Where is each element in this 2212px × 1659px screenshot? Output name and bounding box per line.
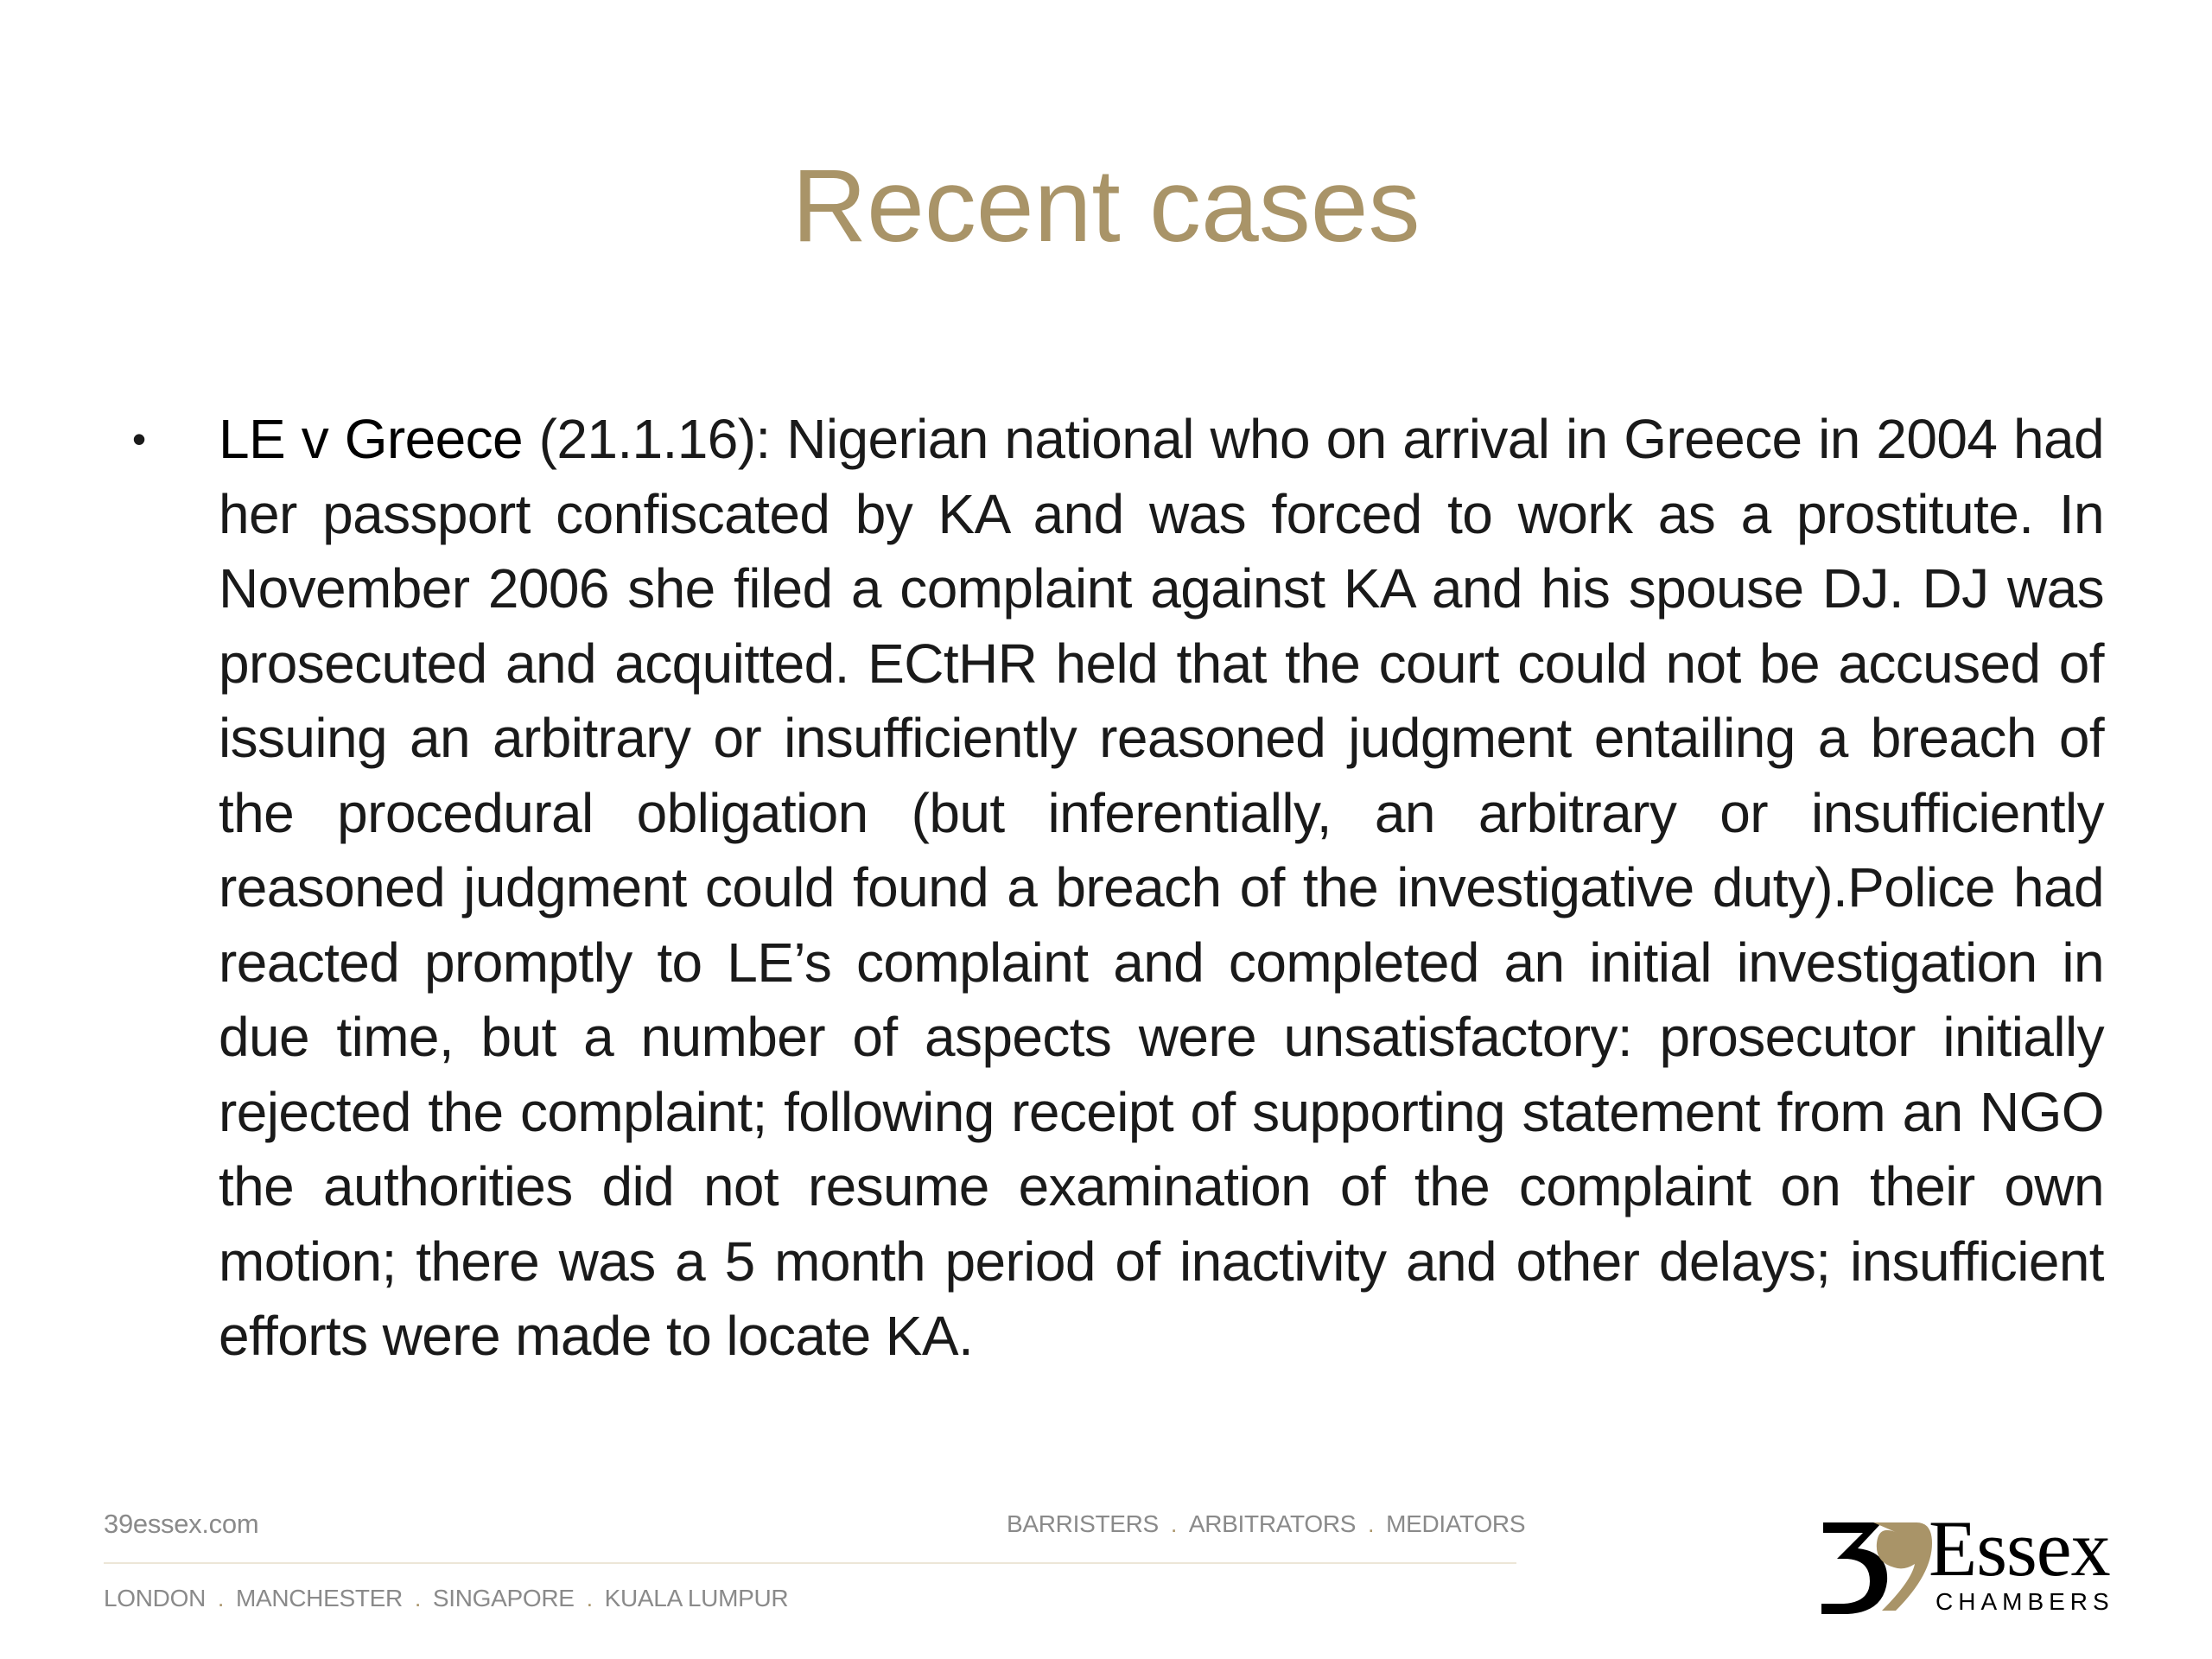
logo-wordmark: Essex (1929, 1504, 2110, 1592)
separator: . (218, 1586, 224, 1611)
logo-mark-three (1821, 1522, 1887, 1614)
separator: . (586, 1586, 593, 1611)
slide-title: Recent cases (791, 148, 1421, 264)
footer-website: 39essex.com (104, 1509, 259, 1539)
role-label: ARBITRATORS (1188, 1510, 1357, 1537)
bullet-marker: • (132, 416, 147, 461)
case-name: LE v Greece (219, 408, 524, 470)
city-label: SINGAPORE (432, 1585, 575, 1611)
footer-cities (104, 1585, 788, 1612)
case-summary: (21.1.16): Nigerian national who on arrival in Greece in 2004 had her passport confiscated by KA and was forced to work as a prostitute. In November 2006 she filed a complaint against KA and his spouse DJ. DJ was prosecuted and acquitted. ECtHR held that the court could not be accused of issuing an arbitrary or insufficiently reasoned judgment entailing a breach of the procedural obligation (but inferentially, an arbitrary or insufficiently reasoned judgment could found a breach of the investigative duty).Police had reacted promptly to LE’s complaint and completed an initial investigation in due time, but a number of aspects were unsatisfactory: prosecutor initially rejected the complaint; following receipt of supporting statement from an NGO the authorities did not resume examination of the complaint on their own motion; there was a 5 month period of inactivity and other delays; insufficient efforts were made to locate KA. (219, 408, 2104, 1367)
bullet-text (219, 402, 2104, 1374)
separator: . (1170, 1511, 1177, 1537)
bullet-list (125, 402, 2104, 1374)
city-label: MANCHESTER (235, 1585, 403, 1611)
logo-subtitle: CHAMBERS (1936, 1588, 2114, 1615)
city-label: KUALA LUMPUR (604, 1585, 789, 1611)
role-label: MEDIATORS (1386, 1510, 1526, 1537)
city-label: LONDON (104, 1585, 206, 1611)
separator: . (1368, 1511, 1375, 1537)
role-label: BARRISTERS (1007, 1510, 1159, 1537)
separator: . (414, 1586, 421, 1611)
footer-roles (1007, 1510, 1525, 1538)
bullet-item (125, 402, 2104, 1374)
footer-divider (104, 1562, 1516, 1564)
